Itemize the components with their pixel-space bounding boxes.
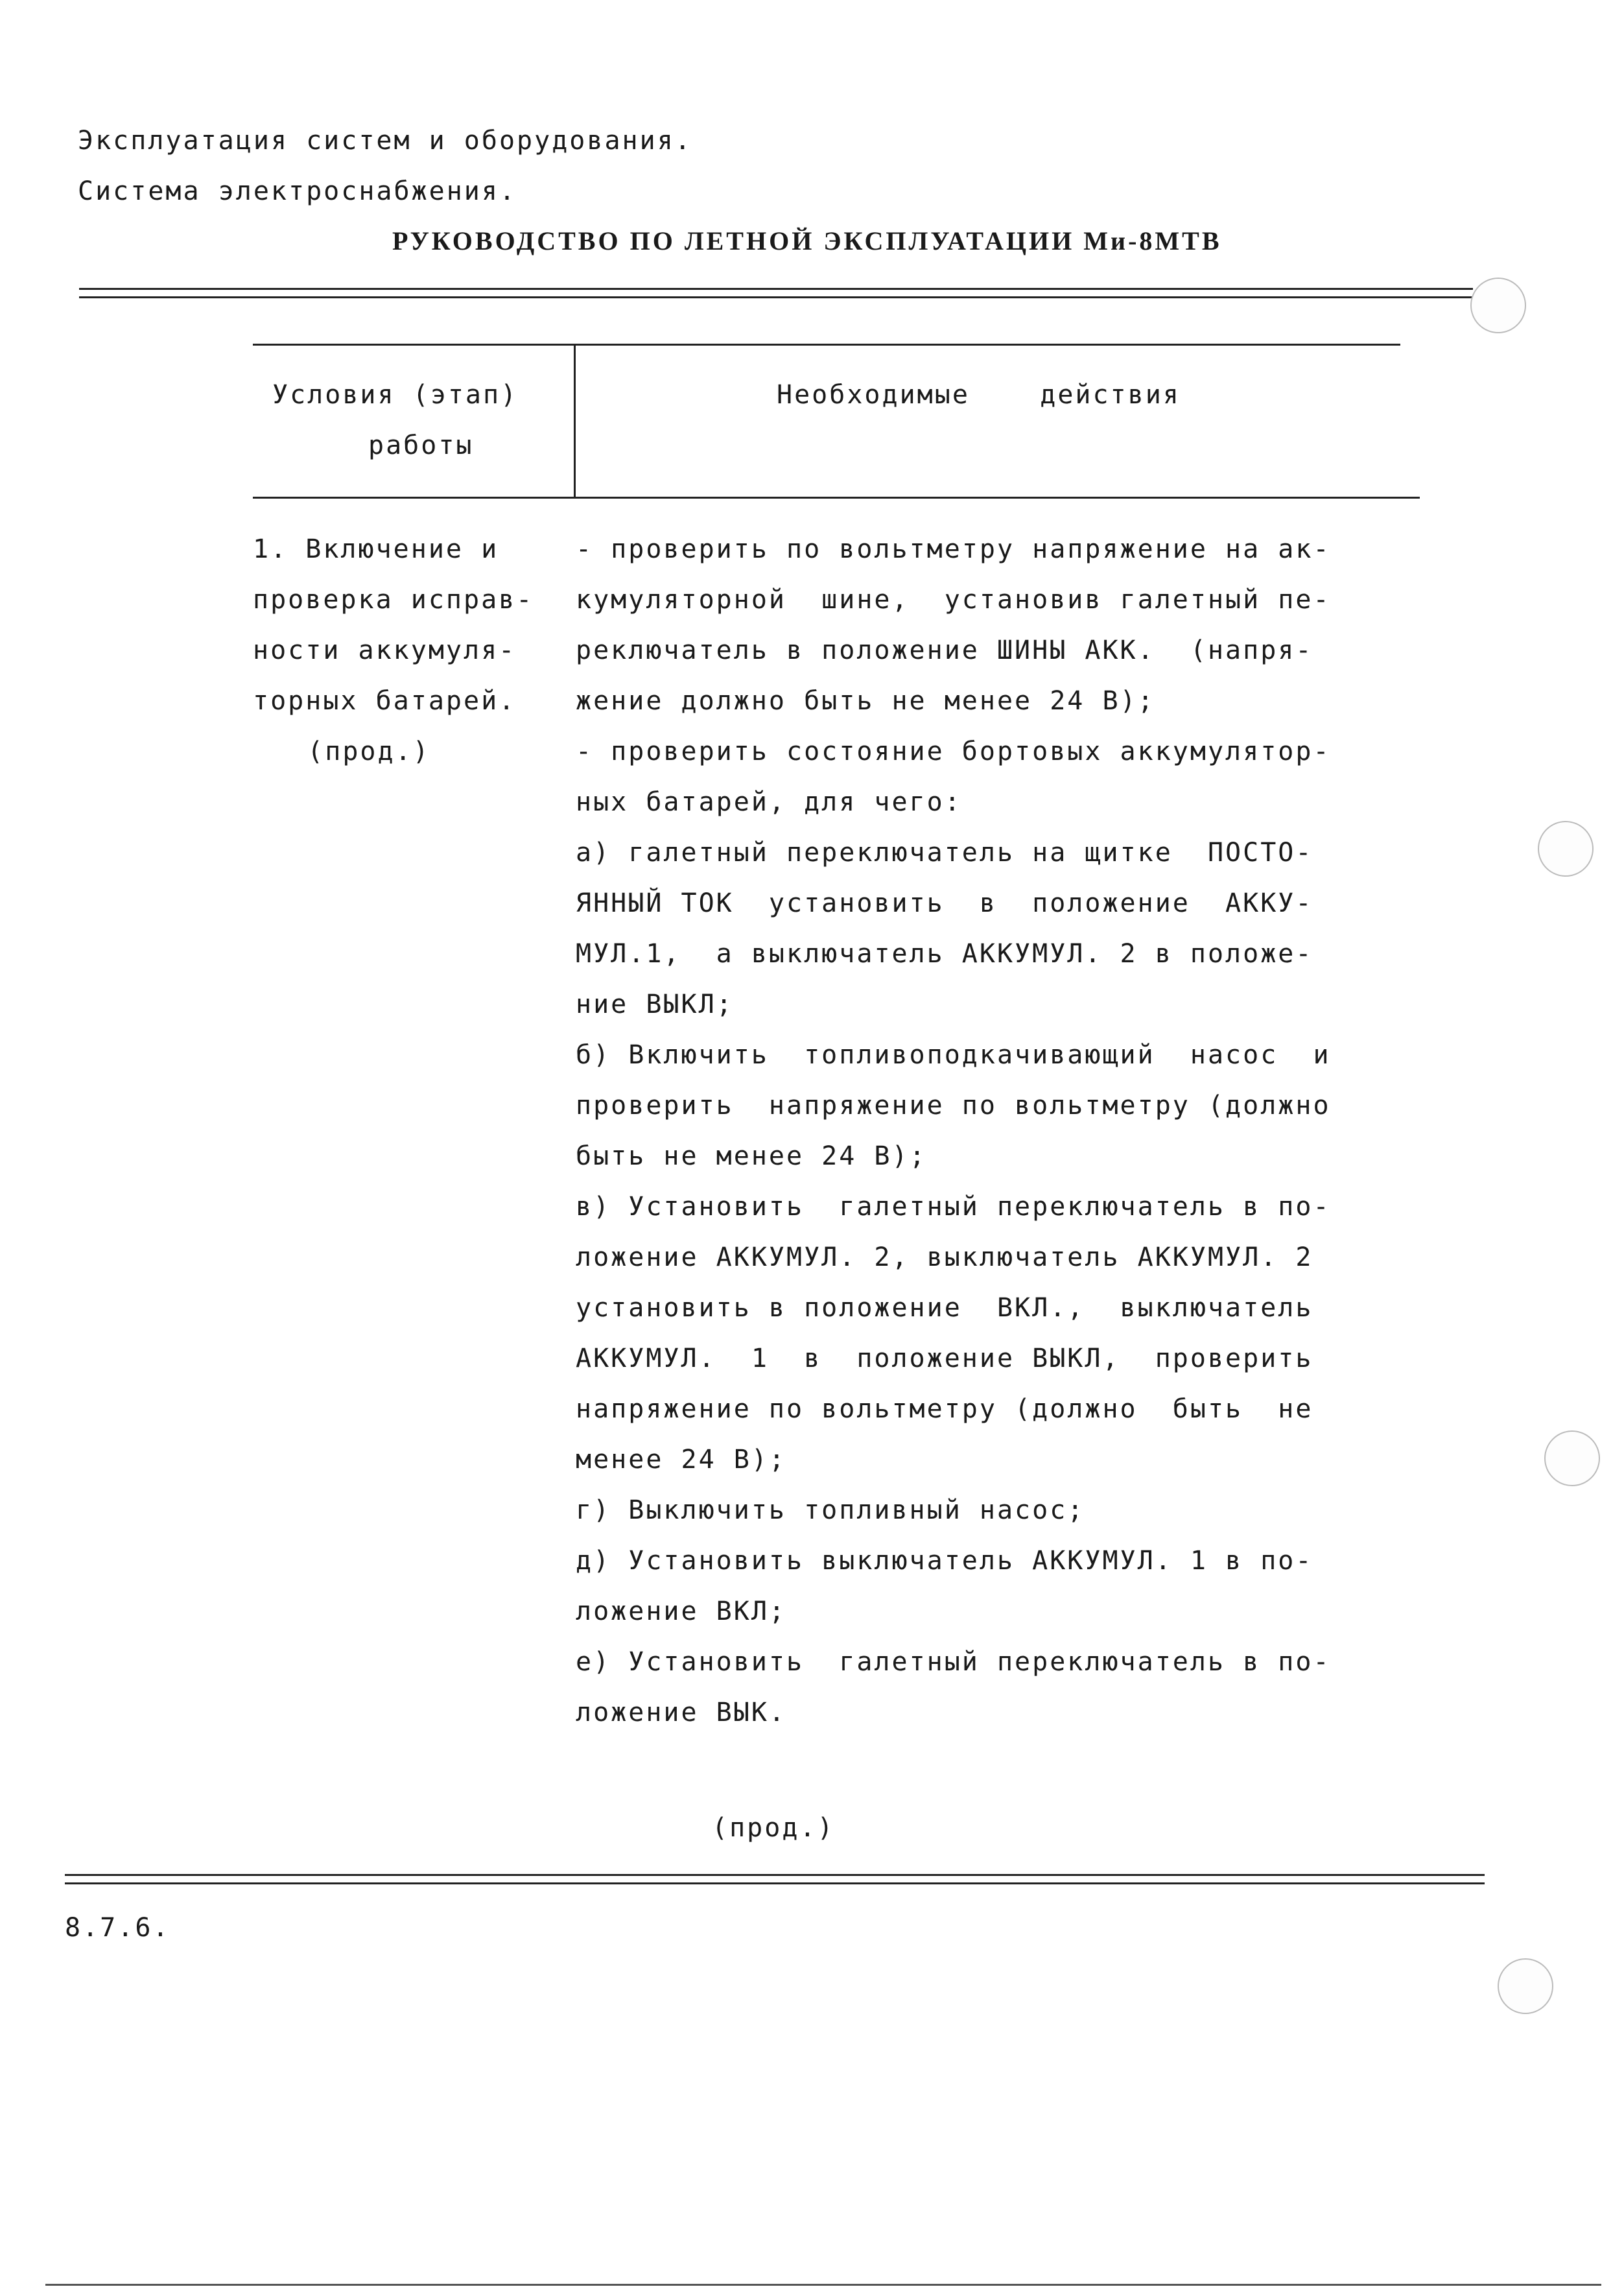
action-line: быть не менее 24 В); xyxy=(576,1141,927,1171)
action-line: ложение АККУМУЛ. 2, выключатель АККУМУЛ. 2 xyxy=(576,1242,1313,1272)
action-line: - проверить по вольтметру напряжение на ак- xyxy=(576,534,1331,564)
column-header-conditions-line2: работы xyxy=(368,431,474,460)
table-column-divider xyxy=(574,344,576,498)
punch-hole-icon xyxy=(1470,278,1526,333)
footer-double-rule xyxy=(65,1874,1485,1884)
action-line: г) Выключить топливный насос; xyxy=(576,1495,1085,1525)
condition-line: торных батарей. xyxy=(253,686,517,716)
continued-note: (прод.) xyxy=(712,1813,835,1843)
action-line: МУЛ.1, а выключатель АККУМУЛ. 2 в положе- xyxy=(576,939,1313,969)
action-line: установить в положение ВКЛ., выключатель xyxy=(576,1293,1313,1323)
action-line: в) Установить галетный переключатель в по- xyxy=(576,1192,1331,1222)
document-title: РУКОВОДСТВО ПО ЛЕТНОЙ ЭКСПЛУАТАЦИИ Ми-8МТВ xyxy=(392,226,1222,255)
action-line: а) галетный переключатель на щитке ПОСТО- xyxy=(576,838,1313,868)
page-bottom-edge xyxy=(45,2284,1601,2286)
action-line: б) Включить топливоподкачивающий насос и xyxy=(576,1040,1331,1070)
punch-hole-icon xyxy=(1538,821,1594,877)
actions-cell xyxy=(576,524,1331,1738)
punch-hole-icon xyxy=(1544,1430,1600,1486)
action-line: д) Установить выключатель АККУМУЛ. 1 в по- xyxy=(576,1546,1313,1576)
condition-line: 1. Включение и xyxy=(253,534,499,564)
header-section-line: Эксплуатация систем и оборудования. xyxy=(78,126,692,156)
action-line: менее 24 В); xyxy=(576,1445,786,1475)
action-line: реключатель в положение ШИНЫ АКК. (напря- xyxy=(576,635,1313,665)
condition-cell xyxy=(253,524,534,777)
header-double-rule xyxy=(79,288,1473,298)
condition-continued-note: (прод.) xyxy=(272,737,430,766)
table-header-top-rule xyxy=(253,344,1400,346)
action-line: проверить напряжение по вольтметру (должно xyxy=(576,1091,1331,1121)
condition-line: проверка исправ- xyxy=(253,585,534,615)
action-line: е) Установить галетный переключатель в по- xyxy=(576,1647,1331,1677)
action-line: ние ВЫКЛ; xyxy=(576,990,734,1019)
action-line: жение должно быть не менее 24 В); xyxy=(576,686,1155,716)
header-subsection-line: Система электроснабжения. xyxy=(78,176,517,206)
action-line: ЯННЫЙ ТОК установить в положение АККУ- xyxy=(576,888,1313,918)
action-line: напряжение по вольтметру (должно быть не xyxy=(576,1394,1313,1424)
action-line: - проверить состояние бортовых аккумулятор- xyxy=(576,737,1331,766)
action-line: АККУМУЛ. 1 в положение ВЫКЛ, проверить xyxy=(576,1344,1313,1373)
action-line: ложение ВЫК. xyxy=(576,1698,786,1727)
page-number: 8.7.6. xyxy=(65,1913,171,1943)
action-line: ных батарей, для чего: xyxy=(576,787,962,817)
action-line: кумуляторной шине, установив галетный пе- xyxy=(576,585,1331,615)
column-header-conditions-line1: Условия (этап) xyxy=(272,380,519,410)
punch-hole-icon xyxy=(1498,1958,1553,2014)
column-header-actions: Необходимые действия xyxy=(777,380,1181,410)
table-header-bottom-rule xyxy=(253,497,1420,499)
condition-line: ности аккумуля- xyxy=(253,635,517,665)
action-line: ложение ВКЛ; xyxy=(576,1596,786,1626)
